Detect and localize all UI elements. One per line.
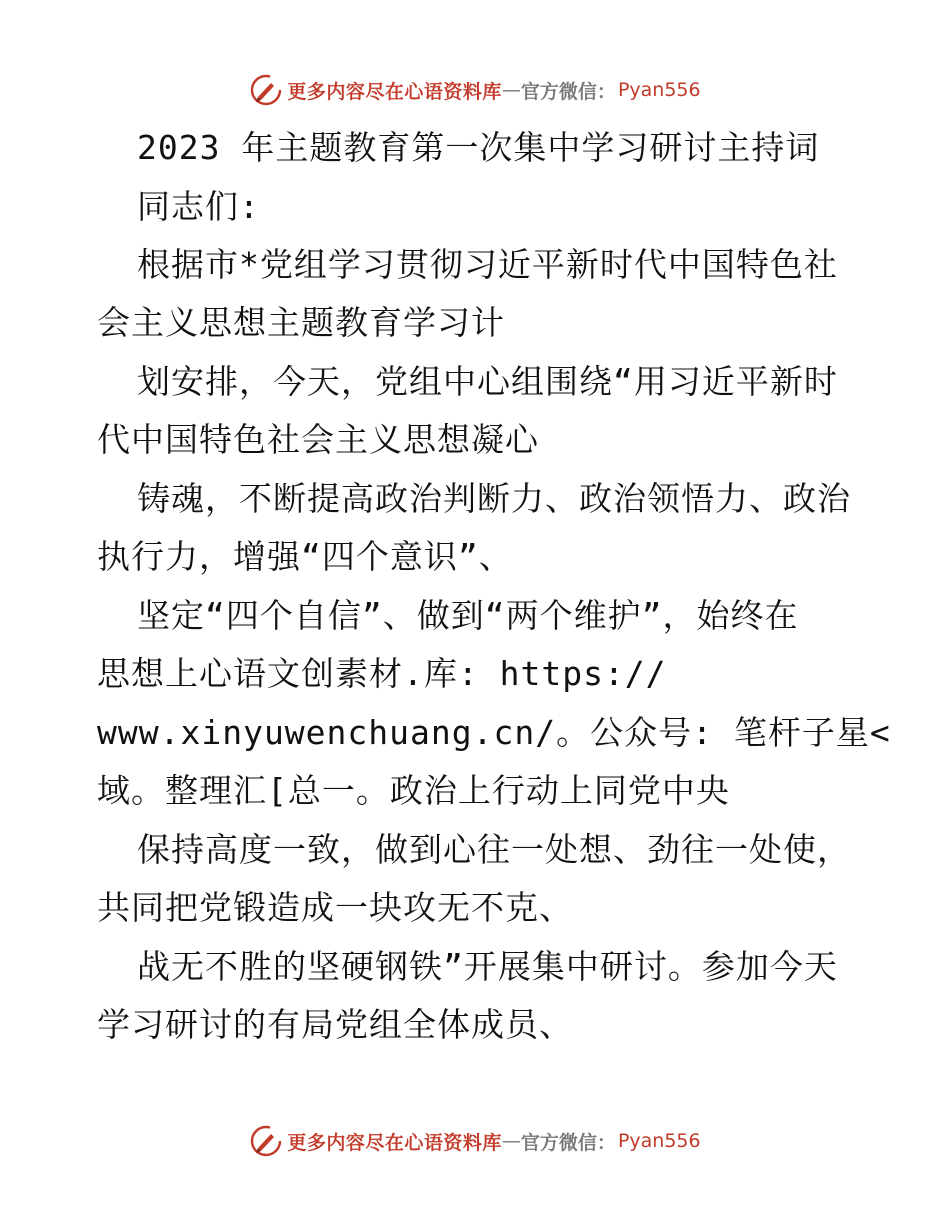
header-watermark [0, 70, 950, 110]
watermark-text: 更多内容尽在心语资料库 [287, 1131, 502, 1154]
watermark-text: 更多内容尽在心语资料库 [287, 80, 502, 103]
body-line: 共同把党锻造成一块攻无不克、 [97, 888, 573, 927]
footer-watermark [0, 1121, 950, 1161]
body-line: 保持高度一致，做到心往一处想、劲往一处使， [137, 830, 851, 869]
body-line: www.xinyuwenchuang.cn/。公众号: 笔杆子星< [97, 713, 891, 752]
body-line: 执行力，增强“四个意识”、 [97, 537, 513, 576]
body-line: 会主义思想主题教育学习计 [97, 303, 505, 342]
watermark-wechat-label: 官方微信： [520, 80, 616, 103]
watermark-wechat-id: Pyan556 [617, 79, 701, 101]
body-line: 战无不胜的坚硬钢铁”开展集中研讨。参加今天 [137, 947, 838, 986]
body-line: 代中国特色社会主义思想凝心 [97, 420, 539, 459]
watermark-wechat-id: Pyan556 [617, 1130, 701, 1152]
pen-circle-logo-icon [249, 1124, 283, 1158]
watermark-dash: — [501, 79, 521, 101]
body-line: 铸魂，不断提高政治判断力、政治领悟力、政治 [137, 479, 851, 518]
body-line: 思想上心语文创素材.库: https:// [97, 654, 667, 693]
body-line: 根据市*党组学习贯彻习近平新时代中国特色社 [137, 245, 838, 284]
document-title: 2023 年主题教育第一次集中学习研讨主持词 [137, 128, 820, 167]
body-line: 划安排，今天，党组中心组围绕“用习近平新时 [137, 362, 838, 401]
body-line: 域。整理汇[总一。政治上行动上同党中央 [97, 771, 730, 810]
body-line: 学习研讨的有局党组全体成员、 [97, 1005, 573, 1044]
body-line: 坚定“四个自信”、做到“两个维护”，始终在 [137, 596, 799, 635]
pen-circle-logo-icon [249, 73, 283, 107]
watermark-dash: — [501, 1130, 521, 1152]
watermark-wechat-label: 官方微信： [520, 1131, 616, 1154]
greeting: 同志们: [137, 187, 260, 226]
